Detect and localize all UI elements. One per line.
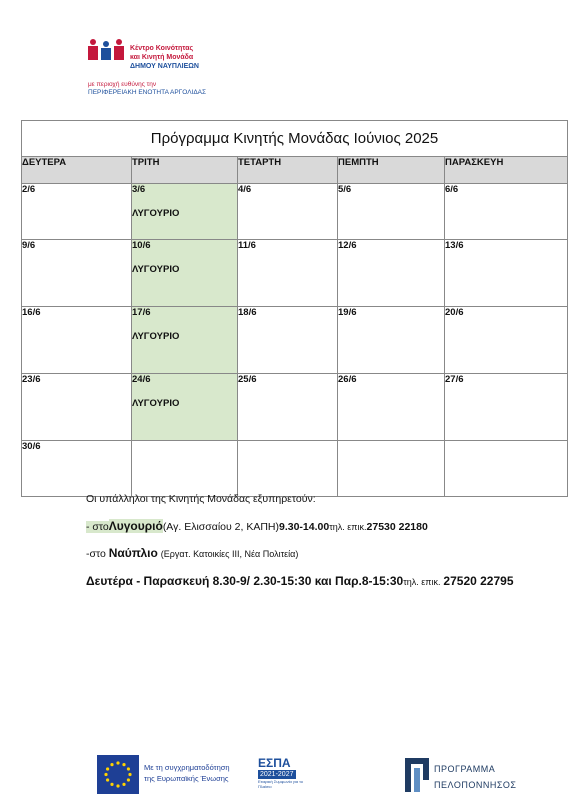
day-cell: [338, 307, 445, 374]
cell-date: 26/6: [338, 374, 357, 385]
supervision-line-2: ΠΕΡΙΦΕΡΕΙΑΚΗ ΕΝΟΤΗΤΑ ΑΡΓΟΛΙΔΑΣ: [88, 89, 207, 96]
day-cell: [338, 184, 445, 240]
schedule-table: [21, 120, 568, 497]
cell-date: 2/6: [22, 184, 36, 195]
day-cell: [22, 184, 132, 240]
day-cell: [22, 240, 132, 307]
espa-years: 2021-2027: [258, 770, 296, 779]
cell-place: ΛΥΓΟΥΡΙΟ: [132, 264, 180, 275]
day-cell: [445, 184, 568, 240]
eu-line-1: Με τη συγχρηματοδότηση: [144, 763, 230, 772]
nafplio-line: [86, 546, 298, 560]
cell-place: ΛΥΓΟΥΡΙΟ: [132, 331, 180, 342]
program-line-1: ΠΡΟΓΡΑΜΜΑ: [434, 764, 496, 774]
day-cell: [238, 240, 338, 307]
nafplio-hours: Δευτέρα - Παρασκευή 8.30-9/ 2.30-15:30 και Παρ.8-15:30: [86, 574, 404, 588]
service-intro: Οι υπάλληλοι της Κινητής Μονάδας εξυπηρετούν:: [86, 493, 316, 505]
day-cell: [22, 307, 132, 374]
community-figures-icon: [88, 38, 126, 66]
cell-date: 23/6: [22, 374, 41, 385]
eu-flag-icon: [97, 755, 139, 794]
day-cell: [338, 240, 445, 307]
nafplio-prefix: -στο: [86, 548, 109, 560]
week-row: [22, 184, 568, 240]
espa-logo: [258, 756, 306, 792]
day-header-row: [22, 157, 568, 184]
program-logo-icon: [405, 758, 429, 792]
program-line-2: ΠΕΛΟΠΟΝΝΗΣΟΣ: [434, 780, 517, 790]
cell-date: 4/6: [238, 184, 252, 195]
cell-date: 5/6: [338, 184, 352, 195]
nafplio-tel-label: τηλ. επικ.: [403, 577, 441, 587]
day-cell-visit: [132, 240, 238, 307]
lygourio-address: (Αγ. Ελισσαίου 2, ΚΑΠΗ): [162, 521, 279, 533]
cell-date: 13/6: [445, 240, 464, 251]
cell-date: 17/6: [132, 307, 151, 318]
cell-date: 18/6: [238, 307, 257, 318]
cell-date: 19/6: [338, 307, 357, 318]
day-cell: [22, 374, 132, 441]
day-cell-visit: [132, 307, 238, 374]
cell-date: 12/6: [338, 240, 357, 251]
cell-date: 3/6: [132, 184, 146, 195]
cell-date: 9/6: [22, 240, 36, 251]
day-cell: [445, 240, 568, 307]
lygourio-prefix: - στο: [86, 521, 109, 533]
cell-date: 27/6: [445, 374, 464, 385]
cell-place: ΛΥΓΟΥΡΙΟ: [132, 208, 180, 219]
community-center-logo: [88, 36, 248, 76]
supervision-note: [88, 81, 206, 97]
nafplio-address: (Εργατ. Κατοικίες ΙΙΙ, Νέα Πολιτεία): [160, 549, 299, 559]
supervision-line-1: με περιοχή ευθύνης την: [88, 81, 157, 88]
day-cell: [22, 441, 132, 497]
day-cell: [445, 374, 568, 441]
lygourio-tel: 27530 22180: [366, 521, 428, 533]
day-header-wednesday: ΤΕΤΑΡΤΗ: [238, 157, 338, 184]
lygourio-place: Λυγουριό: [108, 519, 163, 533]
lygourio-line: [86, 519, 428, 533]
nafplio-tel: 27520 22795: [443, 574, 514, 588]
day-cell-visit: [132, 374, 238, 441]
day-cell-visit: [132, 184, 238, 240]
schedule-title: Πρόγραμμα Κινητής Μονάδας Ιούνιος 2025: [22, 121, 568, 157]
day-cell-empty: [238, 441, 338, 497]
lygourio-hours: 9.30-14.00: [279, 521, 330, 533]
week-row: [22, 307, 568, 374]
cell-date: 6/6: [445, 184, 459, 195]
cell-date: 16/6: [22, 307, 41, 318]
week-row: [22, 441, 568, 497]
logo-line-3: ΔΗΜΟΥ ΝΑΥΠΛΙΕΩΝ: [130, 63, 199, 70]
program-logo-text: [434, 761, 516, 793]
espa-title: ΕΣΠΑ: [258, 756, 291, 770]
day-cell: [338, 374, 445, 441]
day-header-friday: ΠΑΡΑΣΚΕΥΗ: [445, 157, 568, 184]
cell-place: ΛΥΓΟΥΡΙΟ: [132, 398, 180, 409]
cell-date: 25/6: [238, 374, 257, 385]
logo-line-1: Κέντρο Κοινότητας: [130, 45, 194, 52]
nafplio-hours-line: [86, 574, 516, 588]
week-row: [22, 374, 568, 441]
day-cell-empty: [132, 441, 238, 497]
cell-date: 10/6: [132, 240, 151, 251]
day-cell-empty: [445, 441, 568, 497]
week-row: [22, 240, 568, 307]
eu-cofunding-text: [144, 762, 230, 784]
day-header-tuesday: ΤΡΙΤΗ: [132, 157, 238, 184]
day-cell-empty: [338, 441, 445, 497]
eu-line-2: της Ευρωπαϊκής Ένωσης: [144, 774, 229, 783]
lygourio-tel-label: τηλ. επικ.: [329, 522, 367, 532]
day-cell: [238, 184, 338, 240]
logo-line-2: και Κινητή Μονάδα: [130, 54, 194, 61]
espa-subtitle: Εταιρική Συμφωνία για το Πλαίσιο: [258, 779, 303, 789]
cell-date: 30/6: [22, 441, 41, 452]
cell-date: 11/6: [238, 240, 256, 251]
nafplio-place: Ναύπλιο: [108, 546, 158, 560]
day-cell: [238, 307, 338, 374]
day-cell: [238, 374, 338, 441]
day-header-thursday: ΠΕΜΠΤΗ: [338, 157, 445, 184]
day-cell: [445, 307, 568, 374]
cell-date: 20/6: [445, 307, 464, 318]
day-header-monday: ΔΕΥΤΕΡΑ: [22, 157, 132, 184]
cell-date: 24/6: [132, 374, 151, 385]
